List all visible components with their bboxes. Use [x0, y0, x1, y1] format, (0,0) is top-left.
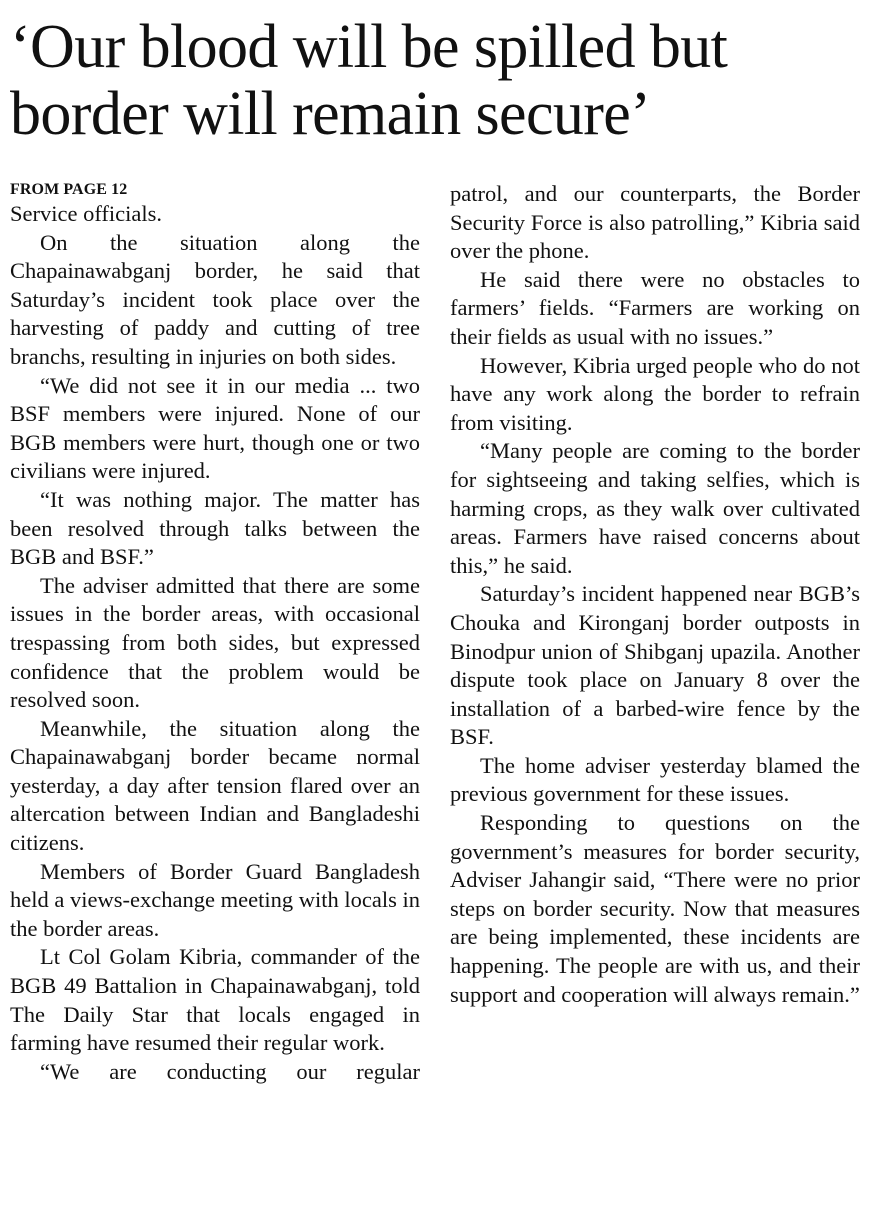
headline-line-1: ‘Our blood will be spilled but [10, 13, 728, 81]
paragraph: Service officials. [10, 201, 163, 226]
paragraph: Responding to questions on the government’s measures for border security, Adviser Jahangir said, “There were no prior steps on border security. Now that measures are being implemented, these incidents are happening. The people are with us, and their support and cooperation will always remain.” [450, 810, 860, 1007]
paragraph: The home adviser yesterday blamed the previous government for these issues. [450, 752, 860, 807]
paragraph: Members of Border Guard Bangladesh held a views-exchange meeting with locals in the border areas. [10, 858, 420, 941]
paragraph: Meanwhile, the situation along the Chapainawabganj border became normal yesterday, a day after tension flared over an altercation between Indian and Bangladeshi citizens. [10, 715, 420, 856]
paragraph: “We did not see it in our media ... two BSF members were injured. None of our BGB members were hurt, though one or two civilians were injured. [10, 372, 420, 484]
paragraph: “We are conducting our regular [40, 1058, 420, 1084]
paragraph: Saturday’s incident happened near BGB’s Chouka and Kironganj border outposts in Binodpur union of Shibganj upazila. Another dispute took place on January 8 over the installation of a barbed-wire fence by the BSF. [450, 581, 860, 750]
paragraph: patrol, and our counterparts, the Border Security Force is also patrolling,” Kibria said over the phone. [450, 181, 860, 264]
paragraph: “Many people are coming to the border for sightseeing and taking selfies, which is harming crops, as they walk over cultivated areas. Farmers have raised concerns about this,” he said. [450, 438, 860, 578]
paragraph: On the situation along the Chapainawabganj border, he said that Saturday’s incident took place over the harvesting of paddy and cutting of tree branchs, resulting in injuries on both sides. [10, 229, 420, 369]
column-1 [10, 180, 420, 1086]
paragraph: The adviser admitted that there are some issues in the border areas, with occasional trespassing from both sides, but expressed confidence that the problem would be resolved soon. [10, 572, 420, 713]
column-2 [450, 180, 860, 1086]
headline [10, 14, 860, 148]
jump-line: FROM PAGE 12 [10, 181, 128, 198]
headline-line-2: border will remain secure’ [10, 80, 651, 148]
article-body [10, 180, 860, 1086]
paragraph: “It was nothing major. The matter has been resolved through talks between the BGB and BSF.” [10, 486, 420, 570]
paragraph: However, Kibria urged people who do not have any work along the border to refrain from visiting. [450, 352, 860, 435]
paragraph: Lt Col Golam Kibria, commander of the BGB 49 Battalion in Chapainawabganj, told The Daily Star that locals engaged in farming have resumed their regular work. [10, 944, 420, 1056]
paragraph: He said there were no obstacles to farmers’ fields. “Farmers are working on their fields as usual with no issues.” [450, 266, 860, 349]
